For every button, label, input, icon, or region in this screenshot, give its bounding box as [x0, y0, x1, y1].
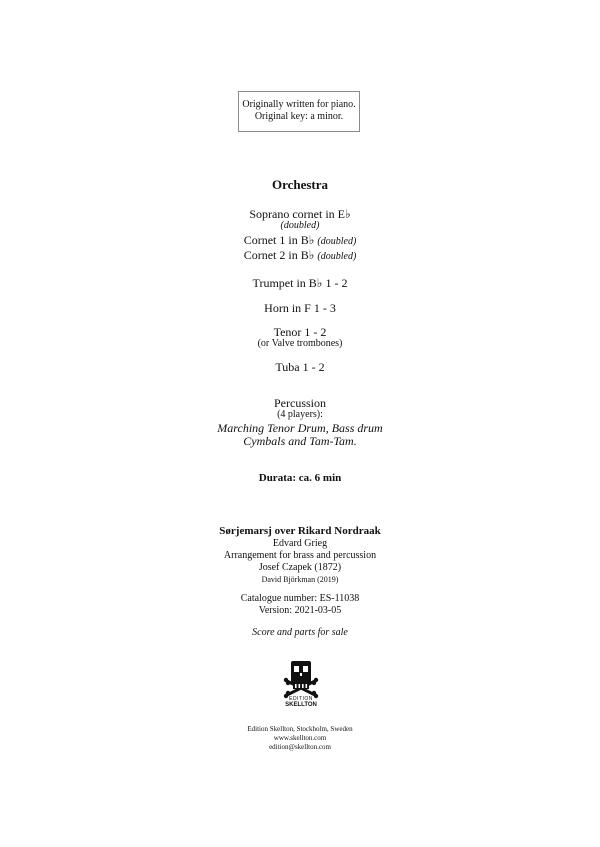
note-line-2: Original key: a minor.	[254, 111, 344, 122]
cornet-1-note: (doubled)	[317, 236, 357, 247]
logo-text-skellton: SKELLTON	[285, 702, 317, 708]
soprano-cornet: Soprano cornet in E♭	[249, 207, 351, 221]
cornet-2-label: Cornet 2 in B♭	[243, 248, 315, 262]
percussion: Percussion	[274, 396, 326, 410]
editor: David Björkman (2019)	[261, 575, 339, 584]
percussion-players: (4 players):	[277, 409, 323, 420]
arrangement: Arrangement for brass and percussion	[223, 550, 377, 561]
work-title: Sørjemarsj over Rikard Nordraak	[219, 525, 381, 537]
availability: Score and parts for sale	[252, 627, 348, 638]
cornet-2-note: (doubled)	[317, 251, 357, 262]
tuba: Tuba 1 - 2	[275, 360, 325, 374]
publisher-email[interactable]: edition@skellton.com	[269, 743, 331, 751]
catalogue-number: Catalogue number: ES-11038	[240, 593, 360, 604]
soprano-cornet-note: (doubled)	[280, 220, 320, 231]
trumpet: Trumpet in B♭ 1 - 2	[252, 276, 348, 290]
publisher-address: Edition Skellton, Stockholm, Sweden	[247, 725, 353, 733]
percussion-instruments-1: Marching Tenor Drum, Bass drum	[217, 421, 383, 435]
cornet-1-label: Cornet 1 in B♭	[243, 233, 315, 247]
durata: Durata: ca. 6 min	[258, 472, 342, 484]
arranger: Josef Czapek (1872)	[258, 562, 342, 573]
tenor-note: (or Valve trombones)	[257, 338, 343, 349]
original-key-note	[238, 91, 360, 132]
edition-skellton-logo	[281, 659, 321, 709]
publisher-website[interactable]: www.skellton.com	[273, 734, 327, 742]
tenor: Tenor 1 - 2	[273, 325, 327, 339]
percussion-instruments-2: Cymbals and Tam-Tam.	[243, 434, 357, 448]
horn: Horn in F 1 - 3	[264, 301, 336, 315]
cornet-2	[0, 248, 600, 264]
composer: Edvard Grieg	[272, 538, 328, 549]
cornet-1	[0, 233, 600, 249]
note-line-1: Originally written for piano.	[242, 99, 356, 110]
version: Version: 2021-03-05	[258, 605, 342, 616]
logo-text-edition: EDITION	[289, 696, 313, 702]
orchestra-heading: Orchestra	[271, 177, 329, 192]
